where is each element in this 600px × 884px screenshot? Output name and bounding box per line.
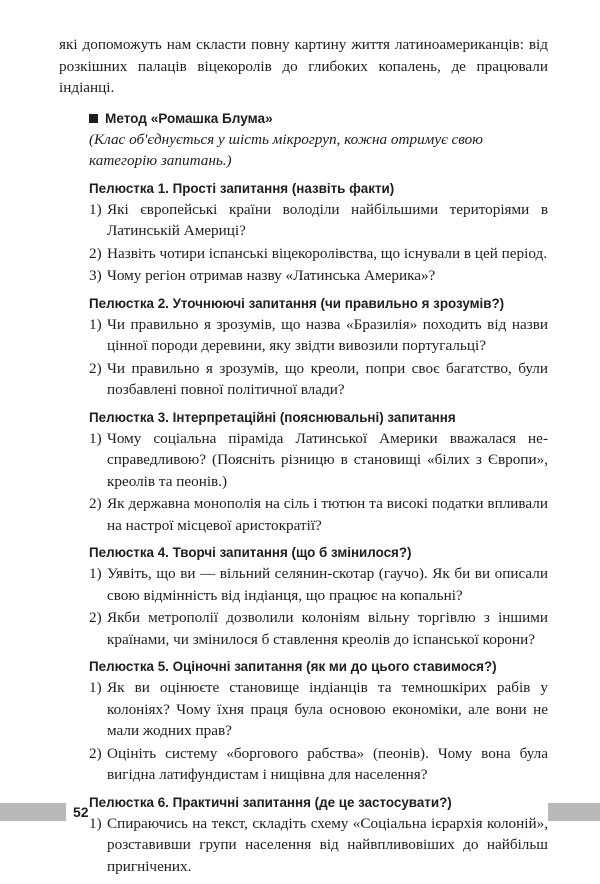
question-list bbox=[89, 563, 548, 650]
question-item bbox=[89, 358, 548, 401]
question-text: Спираючись на текст, складіть схему «Соціальна ієрархія колоній», розставивши групи населення від найвпливовіших до найбільш пригнічених. bbox=[107, 814, 548, 875]
question-number: 3) bbox=[89, 267, 102, 284]
question-text: Чи правильно я зрозумів, що назва «Бразилія» походить від назви цінної породи деревини, яку звідти вивозили португальці? bbox=[107, 315, 548, 354]
question-text: Які європейські країни володіли найбільшими територіями в Латинській Америці? bbox=[107, 200, 548, 239]
question-number: 1) bbox=[89, 315, 102, 333]
question-number: 2) bbox=[89, 495, 102, 512]
question-number: 2) bbox=[89, 244, 102, 262]
question-item bbox=[89, 265, 548, 287]
question-text: Назвіть чотири іспанські віцекоролівства, що існували в цей період. bbox=[107, 244, 548, 262]
question-list bbox=[89, 314, 548, 401]
footer-bar-left bbox=[0, 803, 66, 821]
question-text: Чому соціальна піраміда Латинської Америки вважалася несправедливою? (Поясніть різницю в становищі «білих з Європи», креолів та пеонів.) bbox=[107, 429, 548, 490]
question-text: Оцініть систему «боргового рабства» (пеонів). Чому вона була вигідна латифундистам і нищівна для населення? bbox=[107, 744, 548, 783]
question-item bbox=[89, 428, 548, 493]
question-item bbox=[89, 199, 548, 242]
page-number: 52 bbox=[73, 804, 89, 820]
question-item bbox=[89, 563, 548, 606]
question-text: Якби метрополії дозволили колоніям вільну торгівлю з іншими країнами, чи змінилося б ставлення креолів до іспанської корони? bbox=[107, 609, 548, 648]
petal-section bbox=[89, 294, 548, 401]
question-list bbox=[89, 199, 548, 287]
question-text: Уявіть, що ви — вільний селянин-скотар (гаучо). Як би ви описали свою відмінність від індіанця, що працює на копальні? bbox=[107, 565, 548, 604]
petal-title: Пелюстка 1. Прості запитання (назвіть факти) bbox=[89, 180, 395, 196]
petal-title: Пелюстка 6. Практичні запитання (де це застосувати?) bbox=[89, 794, 452, 810]
question-number: 1) bbox=[89, 679, 102, 696]
question-list bbox=[89, 813, 548, 878]
method-heading bbox=[89, 109, 548, 129]
question-number: 1) bbox=[89, 565, 102, 582]
question-text: Чому регіон отримав назву «Латинська Америка»? bbox=[107, 267, 436, 284]
question-number: 2) bbox=[89, 359, 102, 377]
petal-section bbox=[89, 543, 548, 650]
petal-title: Пелюстка 5. Оціночні запитання (як ми до цього ставимося?) bbox=[89, 659, 497, 674]
petal-title: Пелюстка 2. Уточнюючі запитання (чи правильно я зрозумів?) bbox=[89, 295, 505, 311]
question-list bbox=[89, 677, 548, 786]
petal-section bbox=[89, 657, 548, 786]
petal-section bbox=[89, 793, 548, 878]
page-content bbox=[59, 34, 548, 884]
petals-list bbox=[59, 179, 548, 878]
method-title: Метод «Ромашка Блума» bbox=[105, 110, 273, 126]
question-text: Як державна монополія на сіль і тютюн та високі податки впливали на настрої місцевої аристократії? bbox=[107, 495, 548, 534]
question-number: 2) bbox=[89, 609, 102, 626]
question-text: Як ви оцінюєте становище індіанців та темношкірих рабів у колоніях? Чому їхня праця була основою економіки, але вони не мали жодних прав? bbox=[107, 679, 548, 739]
question-item bbox=[89, 243, 548, 265]
question-item bbox=[89, 607, 548, 650]
question-list bbox=[89, 428, 548, 537]
intro-paragraph: які допоможуть нам скласти повну картину життя латиноамериканців: від розкішних палаців віцекоролів до глибоких копалень, де працювали індіанці. bbox=[59, 36, 548, 96]
petal-title: Пелюстка 3. Інтерпретаційні (пояснювальні) запитання bbox=[89, 409, 456, 425]
question-item bbox=[89, 743, 548, 786]
petal-title: Пелюстка 4. Творчі запитання (що б змінилося?) bbox=[89, 545, 412, 560]
footer-bar-right bbox=[548, 803, 600, 821]
question-number: 1) bbox=[89, 814, 102, 832]
question-number: 2) bbox=[89, 744, 102, 762]
petal-section bbox=[89, 179, 548, 287]
question-item bbox=[89, 813, 548, 878]
question-item bbox=[89, 677, 548, 742]
question-number: 1) bbox=[89, 429, 102, 447]
question-text: Чи правильно я зрозумів, що креоли, попри своє багатство, були позбавлені повної політичної влади? bbox=[107, 359, 548, 398]
petal-section bbox=[89, 408, 548, 537]
question-number: 1) bbox=[89, 200, 102, 218]
bullet-square-icon bbox=[89, 114, 98, 123]
question-item bbox=[89, 314, 548, 357]
question-item bbox=[89, 493, 548, 536]
method-note: (Клас об'єднується у шість мікрогруп, кожна отримує свою категорію запитань.) bbox=[89, 130, 483, 169]
